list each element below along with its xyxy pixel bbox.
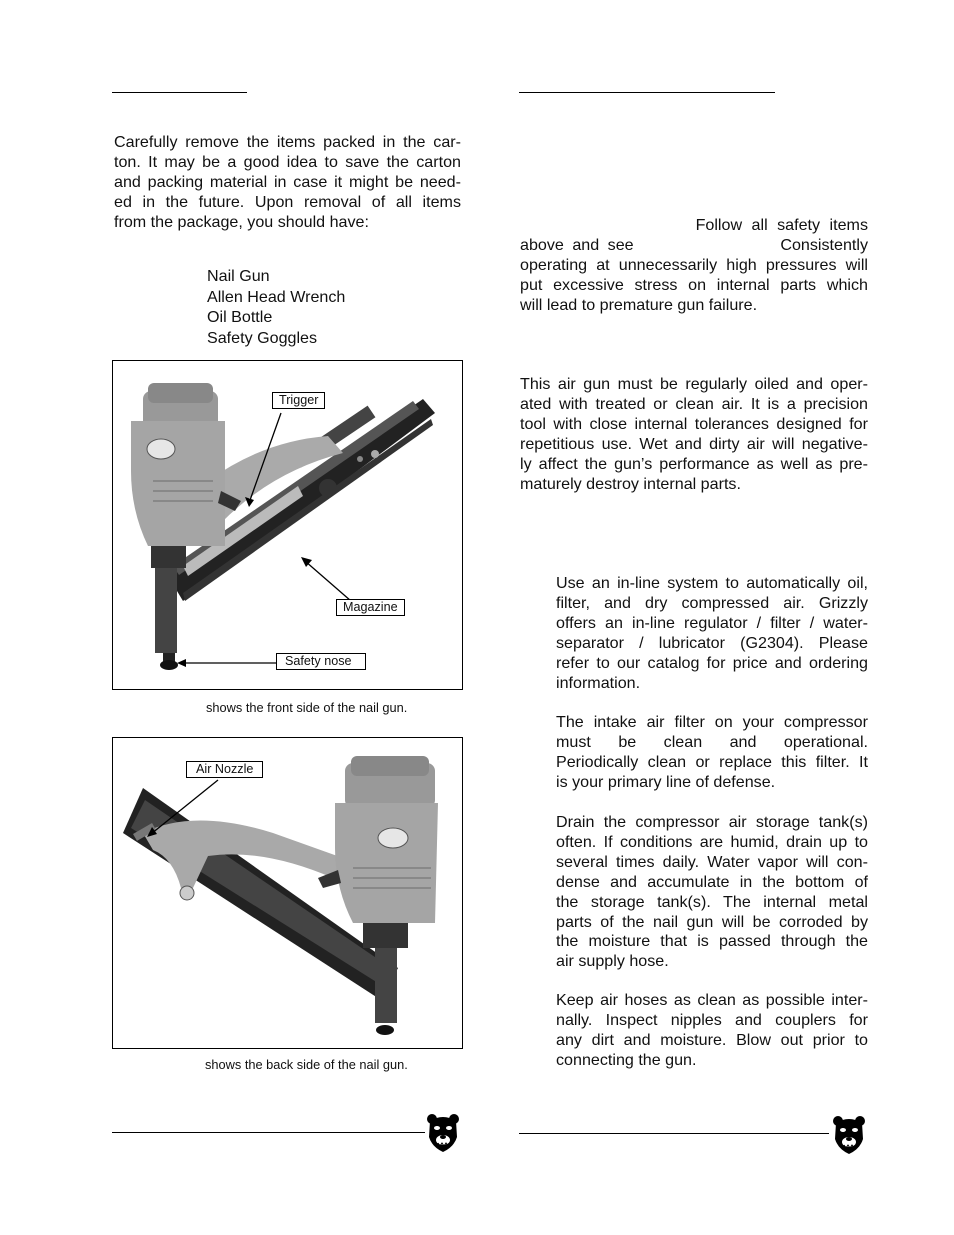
oil-paragraph: This air gun must be regularly oiled and oper- ated with treated or clean air. It is a precision tool with close internal tolerances designed for repetitious use. Wet and dirty air will negative- ly affect the gun’s performance as well as pre- maturely destroy internal parts.	[520, 375, 868, 493]
list-item: Oil Bottle	[207, 308, 273, 327]
nail-gun-front-photo	[113, 361, 462, 689]
tip-clean-hoses: Keep air hoses as clean as possible inter- nally. Inspect nipples and couplers for any dirt and moisture. Blow out prior to connecting the gun.	[556, 991, 868, 1069]
unpacking-paragraph: Carefully remove the items packed in the car- ton. It may be a good idea to save the carton and packing material in case it might be need- ed in the future. Upon removal of all items from the package, you should have:	[114, 133, 461, 231]
trigger-callout: Trigger	[272, 392, 325, 409]
magazine-callout: Magazine	[336, 599, 405, 616]
figure-front-caption: shows the front side of the nail gun.	[206, 700, 408, 715]
tip-drain-tank: Drain the compressor air storage tank(s) often. If conditions are humid, drain up to several times daily. Water vapor will con- dense and accumulate in the bottom of the storage tank(s). The internal metal parts of the nail gun will be corroded by the moisture that is passed through the air supply hose.	[556, 813, 868, 971]
grizzly-bear-head-icon	[832, 1115, 866, 1155]
air-nozzle-callout: Air Nozzle	[186, 761, 263, 778]
list-item: Nail Gun	[207, 267, 270, 285]
left-header-rule	[112, 92, 247, 93]
tip-intake-filter: The intake air filter on your compressor must be clean and operational. Periodically clean or replace this filter. It is your primary line of defense.	[556, 713, 868, 791]
figure-back-caption: shows the back side of the nail gun.	[205, 1057, 408, 1072]
list-item: Allen Head Wrench	[207, 287, 346, 306]
right-header-rule	[519, 92, 775, 93]
inventory-list	[207, 266, 345, 348]
safety-nose-callout: Safety nose	[276, 653, 366, 670]
figure-front-nail-gun	[112, 360, 463, 690]
grizzly-bear-head-icon	[426, 1113, 460, 1153]
right-footer-rule	[519, 1133, 829, 1134]
figure-back-nail-gun	[112, 737, 463, 1049]
list-item: Safety Goggles	[207, 328, 318, 347]
nail-gun-back-photo	[113, 738, 462, 1048]
pressure-paragraph: Follow all safety items above and see Consistently operating at unnecessarily high pressures will put excessive stress on internal parts which will lead to premature gun failure.	[520, 216, 868, 314]
left-footer-rule	[112, 1132, 425, 1133]
tip-inline-system: Use an in-line system to automatically oil, filter, and dry compressed air. Grizzly offers an in-line regulator / filter / water- separator / lubricator (G2304). Please refer to our catalog for price and ordering information.	[556, 574, 868, 692]
